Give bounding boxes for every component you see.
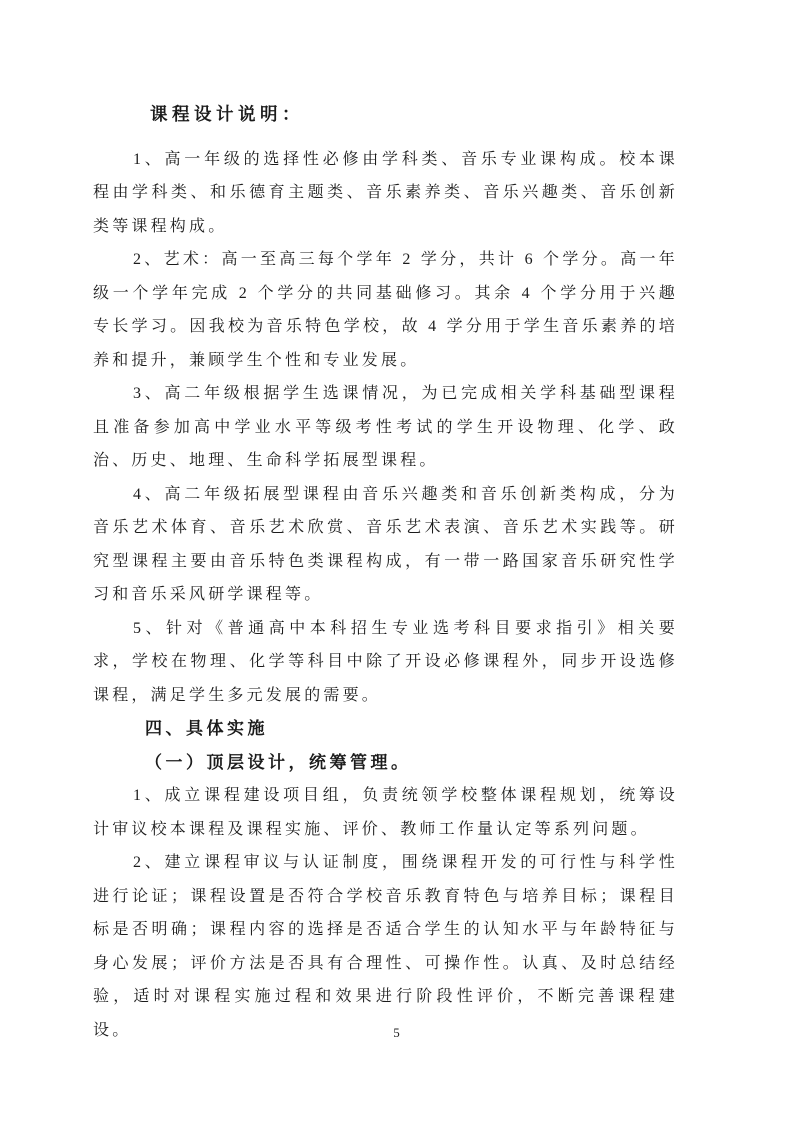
heading-subsection-top-level-design: （一）顶层设计，统筹管理。 (145, 752, 412, 772)
paragraph-implementation-1: 1、成立课程建设项目组，负责统领学校整体课程规划，统筹设计审议校本课程及课程实施、评价、教师工作量认定等系列问题。 (93, 787, 678, 838)
paragraph-course-note-1: 1、高一年级的选择性必修由学科类、音乐专业课构成。校本课程由学科类、和乐德育主题类、音乐素养类、音乐兴趣类、音乐创新类等课程构成。 (93, 150, 678, 235)
paragraph-course-note-5: 5、针对《普通高中本科招生专业选考科目要求指引》相关要求，学校在物理、化学等科目中除了开设必修课程外，同步开设选修课程，满足学生多元发展的需要。 (93, 619, 678, 704)
heading-section-4-implementation: 四、具体实施 (145, 719, 268, 738)
heading-course-design-notes: 课程设计说明： (150, 104, 304, 124)
paragraph-course-note-3: 3、高二年级根据学生选课情况，为已完成相关学科基础型课程且准备参加高中学业水平等级考性考试的学生开设物理、化学、政治、历史、地理、生命科学拓展型课程。 (93, 385, 678, 469)
paragraph-implementation-2: 2、建立课程审议与认证制度，围绕课程开发的可行性与科学性进行论证；课程设置是否符合学校音乐教育特色与培养目标；课程目标是否明确；课程内容的选择是否适合学生的认知水平与年龄特征与身心发展；评价方法是否具有合理性、可操作性。认真、及时总结经验，适时对课程实施过程和效果进行阶段性评价，不断完善课程建设。 (93, 854, 678, 1039)
page-number: 5 (393, 1025, 400, 1040)
paragraph-course-note-4: 4、高二年级拓展型课程由音乐兴趣类和音乐创新类构成，分为音乐艺术体育、音乐艺术欣赏、音乐艺术表演、音乐艺术实践等。研究型课程主要由音乐特色类课程构成，有一带一路国家音乐研究性学习和音乐采风研学课程等。 (93, 485, 678, 603)
paragraph-course-note-2: 2、艺术：高一至高三每个学年 2 学分，共计 6 个学分。高一年级一个学年完成 2 个学分的共同基础修习。其余 4 个学分用于兴趣专长学习。因我校为音乐特色学校，故 4 学分用于学生音乐素养的培养和提升，兼顾学生个性和专业发展。 (93, 251, 678, 369)
